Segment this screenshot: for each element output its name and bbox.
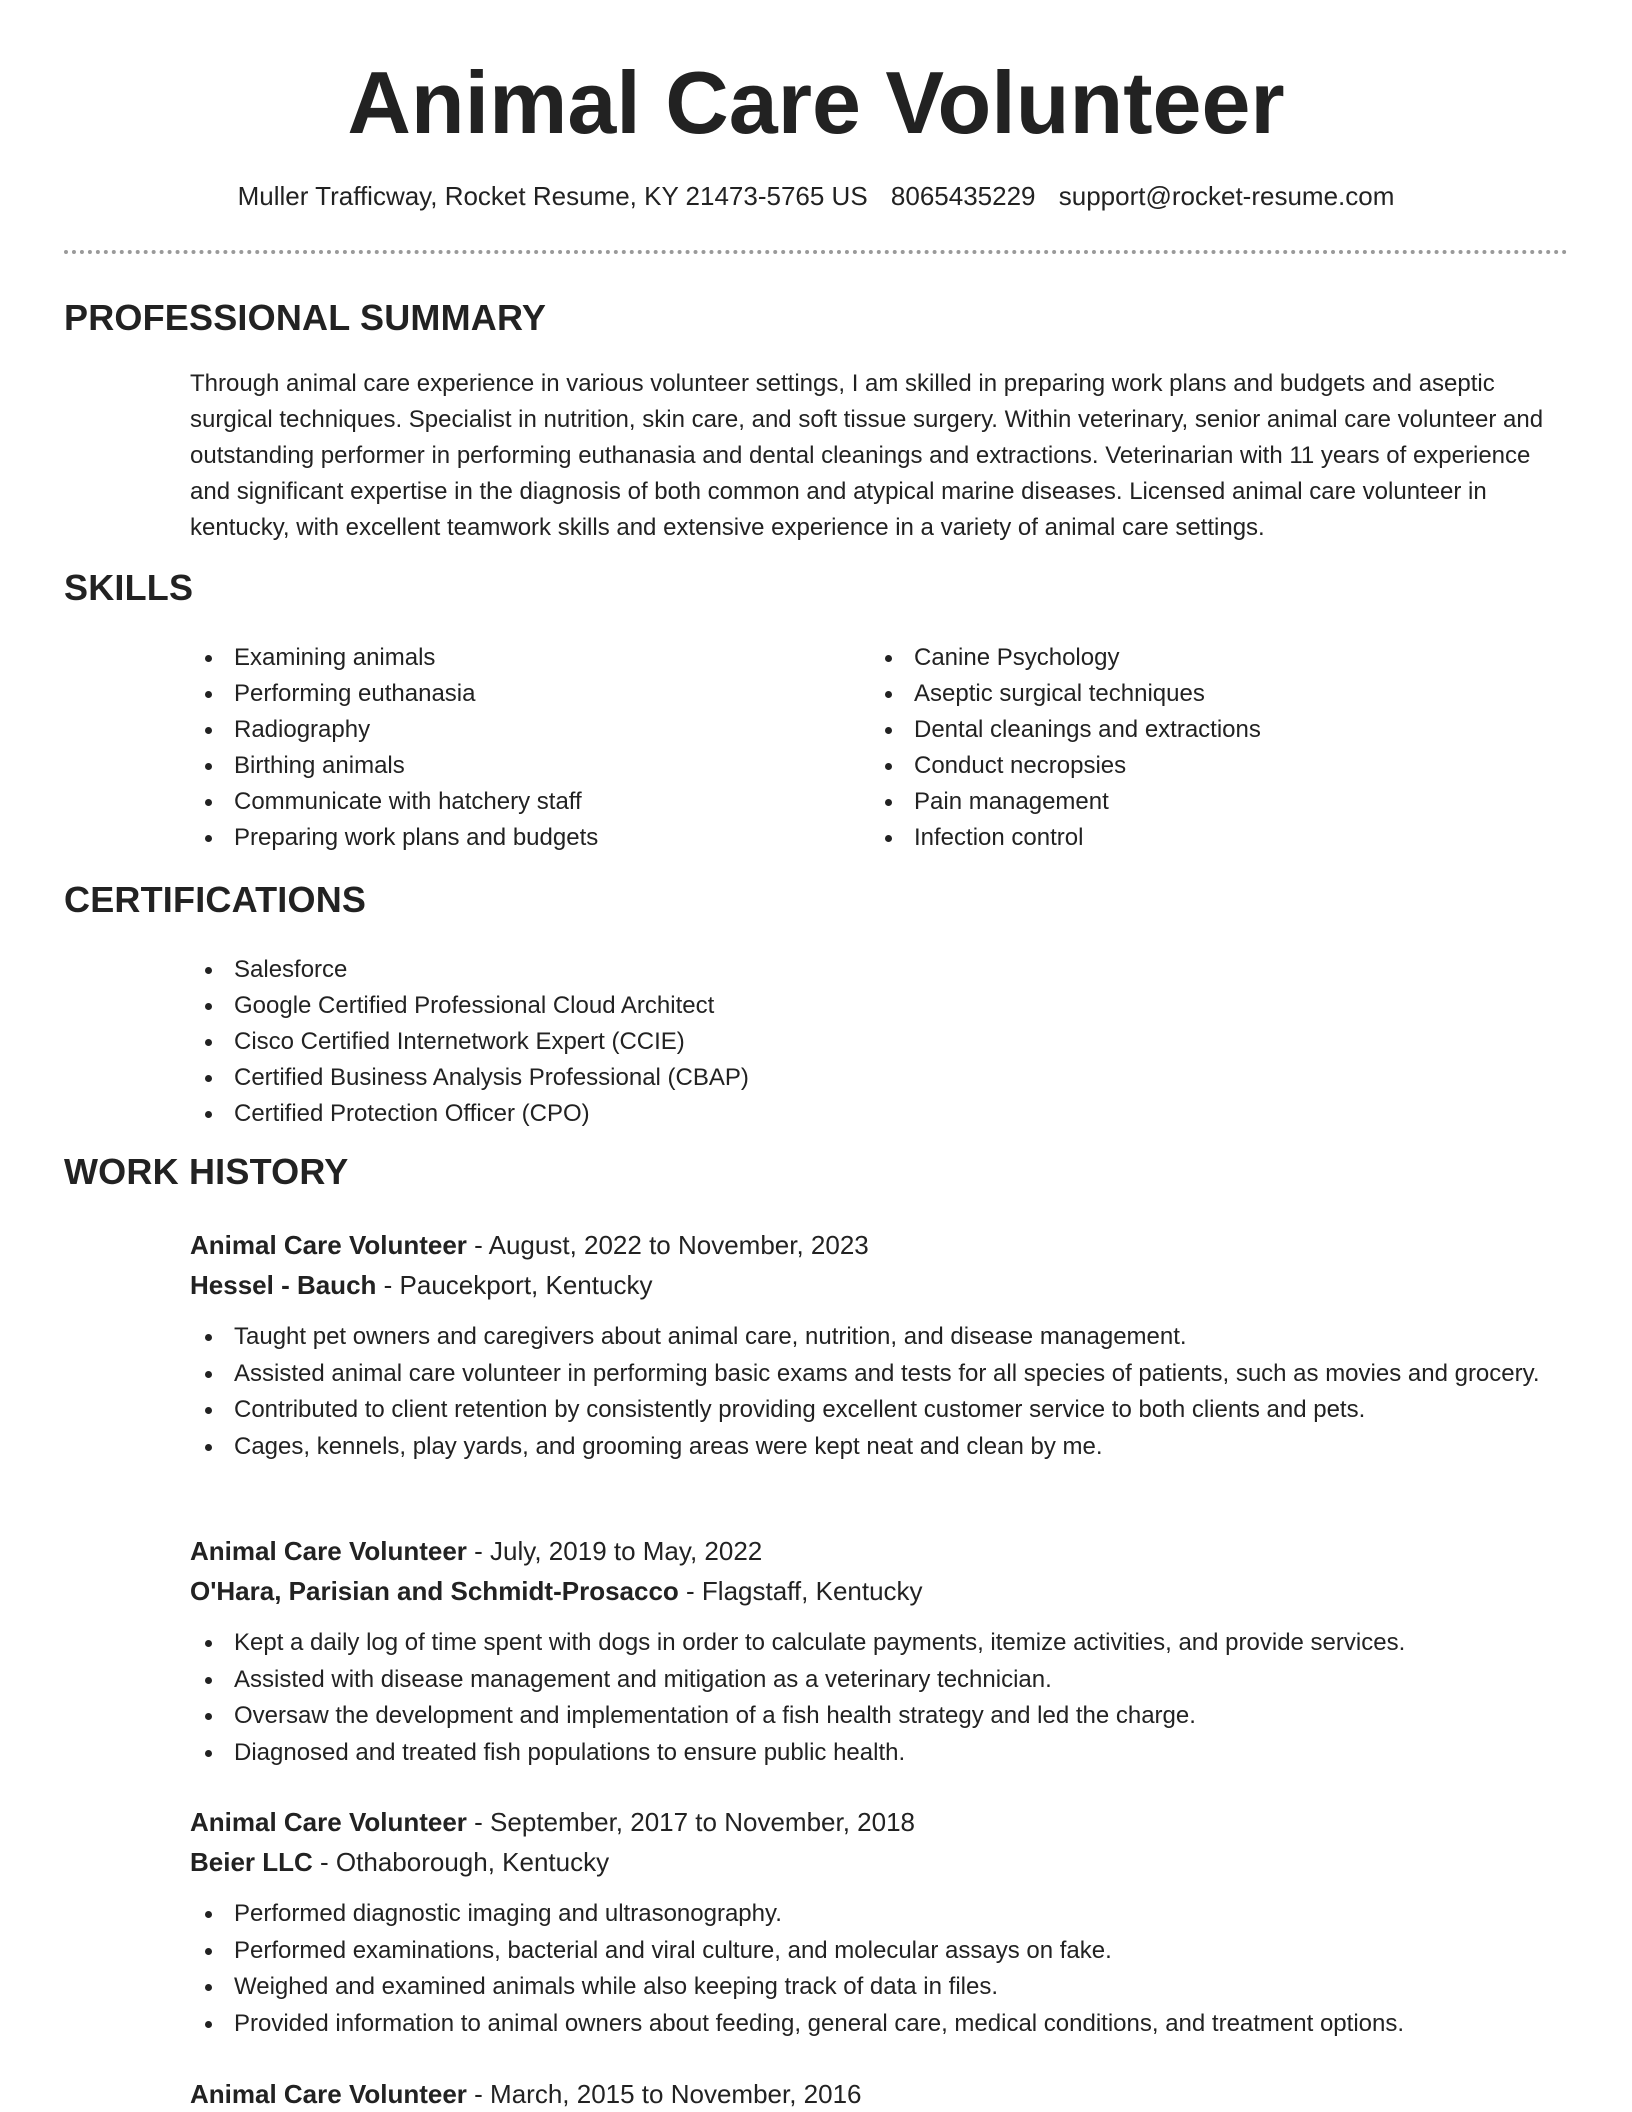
- skill-item: Radiography: [190, 712, 840, 748]
- job-company: Beier LLC: [190, 1847, 313, 1877]
- contact-address: Muller Trafficway, Rocket Resume, KY 21473-5765 US: [237, 181, 868, 211]
- job-location: - Othaborough, Kentucky: [320, 1847, 610, 1877]
- job-bullet: Performed diagnostic imaging and ultrasonography.: [190, 1896, 1560, 1933]
- job-dates: - March, 2015 to November, 2016: [474, 2079, 862, 2109]
- job-company-line: [190, 1265, 1560, 1305]
- job-bullet: Assisted animal care volunteer in performing basic exams and tests for all species of patients, such as movies and grocery.: [190, 1356, 1560, 1393]
- skill-item: Canine Psychology: [870, 640, 1520, 676]
- contact-email: support@rocket-resume.com: [1058, 181, 1395, 211]
- skill-item: Aseptic surgical techniques: [870, 676, 1520, 712]
- job-company: Hessel - Bauch: [190, 1270, 377, 1300]
- job-role: Animal Care Volunteer: [190, 1230, 467, 1260]
- job-bullet: Cages, kennels, play yards, and grooming areas were kept neat and clean by me.: [190, 1429, 1560, 1466]
- work-history-heading: WORK HISTORY: [64, 1151, 349, 1192]
- certification-item: Salesforce: [190, 952, 1490, 988]
- job-title-line: [190, 1225, 1560, 1265]
- job-bullet: Oversaw the development and implementation of a fish health strategy and led the charge.: [190, 1698, 1560, 1735]
- skill-item: Preparing work plans and budgets: [190, 820, 840, 856]
- skill-item: Dental cleanings and extractions: [870, 712, 1520, 748]
- skill-item: Birthing animals: [190, 748, 840, 784]
- job-bullet: Contributed to client retention by consistently providing excellent customer service to both clients and pets.: [190, 1392, 1560, 1429]
- header-divider: [64, 250, 1568, 254]
- job-role: Animal Care Volunteer: [190, 1807, 467, 1837]
- job-title-line: [190, 2074, 1560, 2112]
- skill-item: Infection control: [870, 820, 1520, 856]
- job-location: - Paucekport, Kentucky: [383, 1270, 653, 1300]
- job-dates: - July, 2019 to May, 2022: [474, 1536, 763, 1566]
- certifications-list: [190, 952, 1490, 1132]
- skill-item: Pain management: [870, 784, 1520, 820]
- job-bullet: Diagnosed and treated fish populations to ensure public health.: [190, 1735, 1560, 1772]
- job-title-line: [190, 1802, 1560, 1842]
- job-location: - Flagstaff, Kentucky: [686, 1576, 923, 1606]
- contact-phone: 8065435229: [890, 181, 1036, 211]
- skills-column-left: [190, 640, 840, 856]
- certification-item: Google Certified Professional Cloud Architect: [190, 988, 1490, 1024]
- job-bullet: Kept a daily log of time spent with dogs in order to calculate payments, itemize activities, and provide services.: [190, 1625, 1560, 1662]
- certifications-heading: CERTIFICATIONS: [64, 879, 367, 920]
- job-bullet: Performed examinations, bacterial and viral culture, and molecular assays on fake.: [190, 1933, 1560, 1970]
- job-entry: [190, 1802, 1560, 2042]
- skill-item: Conduct necropsies: [870, 748, 1520, 784]
- job-company-line: [190, 1842, 1560, 1882]
- skills-column-right: [870, 640, 1520, 856]
- contact-line: [0, 178, 1632, 214]
- resume-name: Animal Care Volunteer: [347, 53, 1285, 152]
- summary-heading: PROFESSIONAL SUMMARY: [64, 297, 547, 338]
- certification-item: Certified Protection Officer (CPO): [190, 1096, 1490, 1132]
- job-role: Animal Care Volunteer: [190, 2079, 467, 2109]
- job-entry: [190, 2074, 1560, 2112]
- job-dates: - August, 2022 to November, 2023: [474, 1230, 869, 1260]
- job-entry: [190, 1225, 1560, 1465]
- certification-item: Cisco Certified Internetwork Expert (CCIE): [190, 1024, 1490, 1060]
- job-bullet: Weighed and examined animals while also keeping track of data in files.: [190, 1969, 1560, 2006]
- skills-heading: SKILLS: [64, 567, 194, 608]
- job-title-line: [190, 1531, 1560, 1571]
- job-bullet: Taught pet owners and caregivers about animal care, nutrition, and disease management.: [190, 1319, 1560, 1356]
- skill-item: Examining animals: [190, 640, 840, 676]
- job-company-line: [190, 1571, 1560, 1611]
- job-role: Animal Care Volunteer: [190, 1536, 467, 1566]
- job-bullet: Provided information to animal owners about feeding, general care, medical conditions, and treatment options.: [190, 2006, 1560, 2043]
- skill-item: Communicate with hatchery staff: [190, 784, 840, 820]
- job-entry: [190, 1531, 1560, 1771]
- job-company: O'Hara, Parisian and Schmidt-Prosacco: [190, 1576, 679, 1606]
- certification-item: Certified Business Analysis Professional (CBAP): [190, 1060, 1490, 1096]
- summary-text: Through animal care experience in various volunteer settings, I am skilled in preparing work plans and budgets and aseptic surgical techniques. Specialist in nutrition, skin care, and soft tissue surgery. Within veterinary, senior animal care volunteer and outstanding performer in performing euthanasia and dental cleanings and extractions. Veterinarian with 11 years of experience and significant expertise in the diagnosis of both common and atypical marine diseases. Licensed animal care volunteer in kentucky, with excellent teamwork skills and extensive experience in a variety of animal care settings.: [190, 370, 1544, 541]
- skill-item: Performing euthanasia: [190, 676, 840, 712]
- job-dates: - September, 2017 to November, 2018: [474, 1807, 916, 1837]
- job-bullet: Assisted with disease management and mitigation as a veterinary technician.: [190, 1662, 1560, 1699]
